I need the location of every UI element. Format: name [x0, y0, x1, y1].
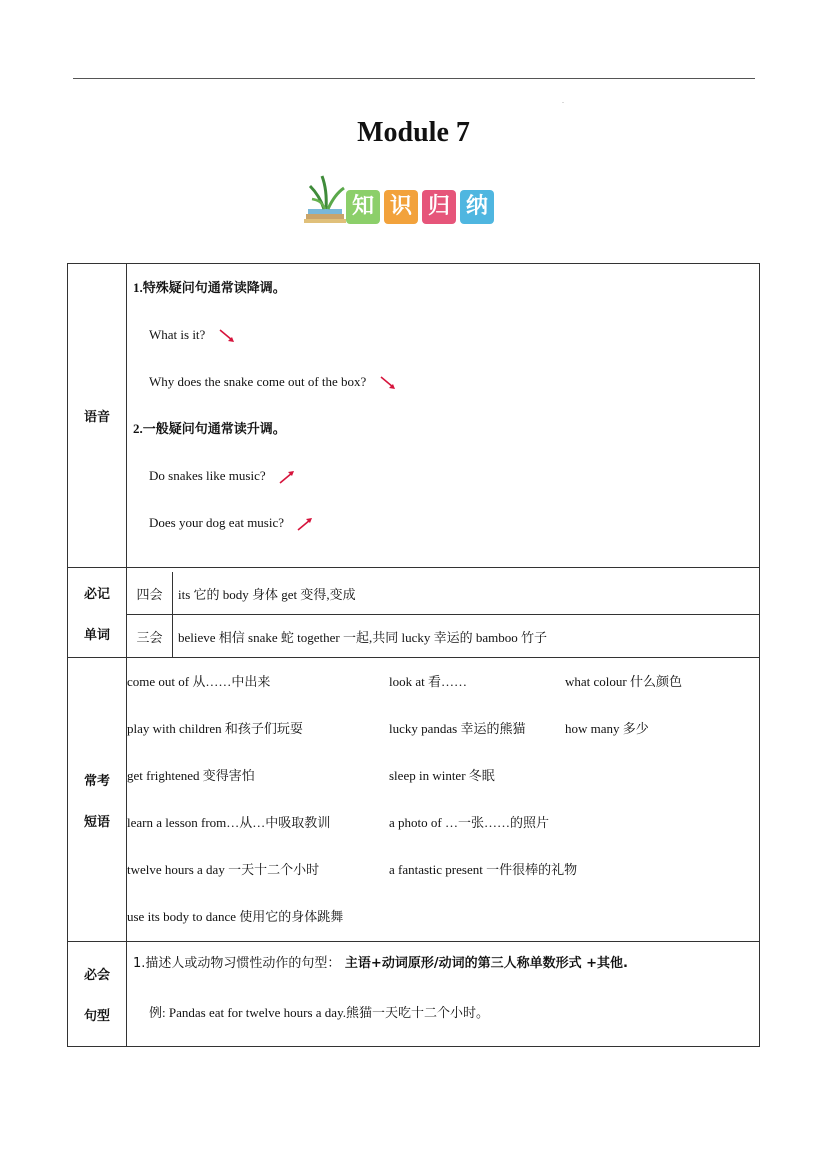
pronunciation-header-label: 语音 [83, 410, 110, 425]
words-header-b: 单词 [83, 627, 110, 643]
level4-label: 四会 [127, 572, 173, 615]
badge-char-4: 纳 [460, 190, 494, 224]
example-text: Why does the snake come out of the box? [149, 374, 367, 389]
words-row [68, 568, 760, 658]
example-why-snake [127, 358, 759, 405]
phrase-row [127, 799, 759, 846]
phrase-item: play with children 和孩子们玩耍 [127, 721, 303, 736]
badge-char-2: 识 [384, 190, 418, 224]
phrase-item: a photo of …一张……的照片 [389, 815, 549, 830]
header-rule [73, 78, 755, 79]
sentences-header-b: 句型 [83, 1009, 110, 1024]
example-do-snakes [127, 452, 759, 499]
knowledge-summary-badge [300, 172, 500, 228]
phrase-item: a fantastic present 一件很棒的礼物 [389, 862, 578, 877]
phrase-item: use its body to dance 使用它的身体跳舞 [127, 909, 344, 924]
example-does-dog [127, 499, 759, 546]
rule-rising-num: 2. [133, 421, 143, 436]
words-content [127, 568, 760, 658]
example-text: Does your dog eat music? [149, 515, 285, 530]
pattern-formula: 主语+动词原形/动词的第三人称单数形式 +其他. [340, 956, 628, 971]
phrase-item: get frightened 变得害怕 [127, 768, 255, 783]
rule-falling-text: 特殊疑问句通常读降调。 [142, 281, 286, 296]
phrase-row [127, 893, 759, 940]
phrase-item [565, 799, 745, 846]
words-level4 [127, 572, 759, 615]
words-level3 [127, 615, 759, 658]
phrase-item [565, 846, 745, 893]
rule-rising-text: 一般疑问句通常读升调。 [142, 422, 286, 437]
phrase-item: look at 看…… [389, 674, 467, 689]
words-subtable [127, 572, 759, 657]
phrase-item: twelve hours a day 一天十二个小时 [127, 862, 320, 877]
rising-intonation-arrow-icon [297, 499, 313, 546]
example-text: Do snakes like music? [149, 468, 266, 483]
phrase-item [565, 752, 745, 799]
level3-content: believe 相信 snake 蛇 together 一起,共同 lucky 幸运的 bamboo 竹子 [173, 615, 760, 658]
falling-intonation-arrow-icon [380, 358, 396, 405]
summary-table [67, 263, 760, 1047]
sentence-pattern [133, 942, 753, 984]
sentence-example: 例: Pandas eat for twelve hours a day.熊猫一天吃十二个小时。 [149, 1005, 489, 1020]
phrases-header-a: 常考 [83, 773, 110, 789]
pronunciation-row [68, 264, 760, 568]
badge-char-1: 知 [346, 190, 380, 224]
tiny-mark: - [562, 100, 564, 106]
phrases-content [127, 658, 760, 942]
sentences-header-a: 必会 [83, 968, 110, 983]
phrases-header-b: 短语 [83, 814, 110, 830]
phrases-row [68, 658, 760, 942]
phrase-row [127, 846, 759, 893]
phrase-row [127, 658, 759, 705]
phrase-item [565, 893, 745, 940]
phrase-item: sleep in winter 冬眠 [389, 768, 495, 783]
phrase-row [127, 752, 759, 799]
pronunciation-content [127, 264, 760, 568]
example-what-is-it [127, 311, 759, 358]
rule-rising [127, 405, 759, 452]
phrase-item: come out of 从……中出来 [127, 674, 271, 689]
phrase-item: learn a lesson from…从…中吸取教训 [127, 815, 331, 830]
phrases-header [68, 658, 127, 942]
phrase-item [389, 893, 565, 940]
example-text: What is it? [149, 327, 206, 342]
level4-content: its 它的 body 身体 get 变得,变成 [173, 572, 760, 615]
phrase-row [127, 705, 759, 752]
level3-label: 三会 [127, 615, 173, 658]
falling-intonation-arrow-icon [219, 311, 235, 358]
phrase-item: what colour 什么颜色 [565, 674, 682, 689]
pronunciation-header [68, 264, 127, 568]
badge-char-3: 归 [422, 190, 456, 224]
rule-falling [127, 264, 759, 311]
rule-falling-num: 1. [133, 280, 143, 295]
pattern-prefix: 1.描述人或动物习惯性动作的句型： [133, 956, 341, 971]
sentences-header [68, 942, 127, 1047]
sentences-content [127, 942, 760, 1047]
page-title: Module 7 [357, 117, 470, 148]
rising-intonation-arrow-icon [279, 452, 295, 499]
words-header-a: 必记 [83, 586, 110, 602]
sentences-row [68, 942, 760, 1047]
phrase-item: how many 多少 [565, 721, 649, 736]
words-header [68, 568, 127, 658]
phrase-item: lucky pandas 幸运的熊猫 [389, 721, 526, 736]
